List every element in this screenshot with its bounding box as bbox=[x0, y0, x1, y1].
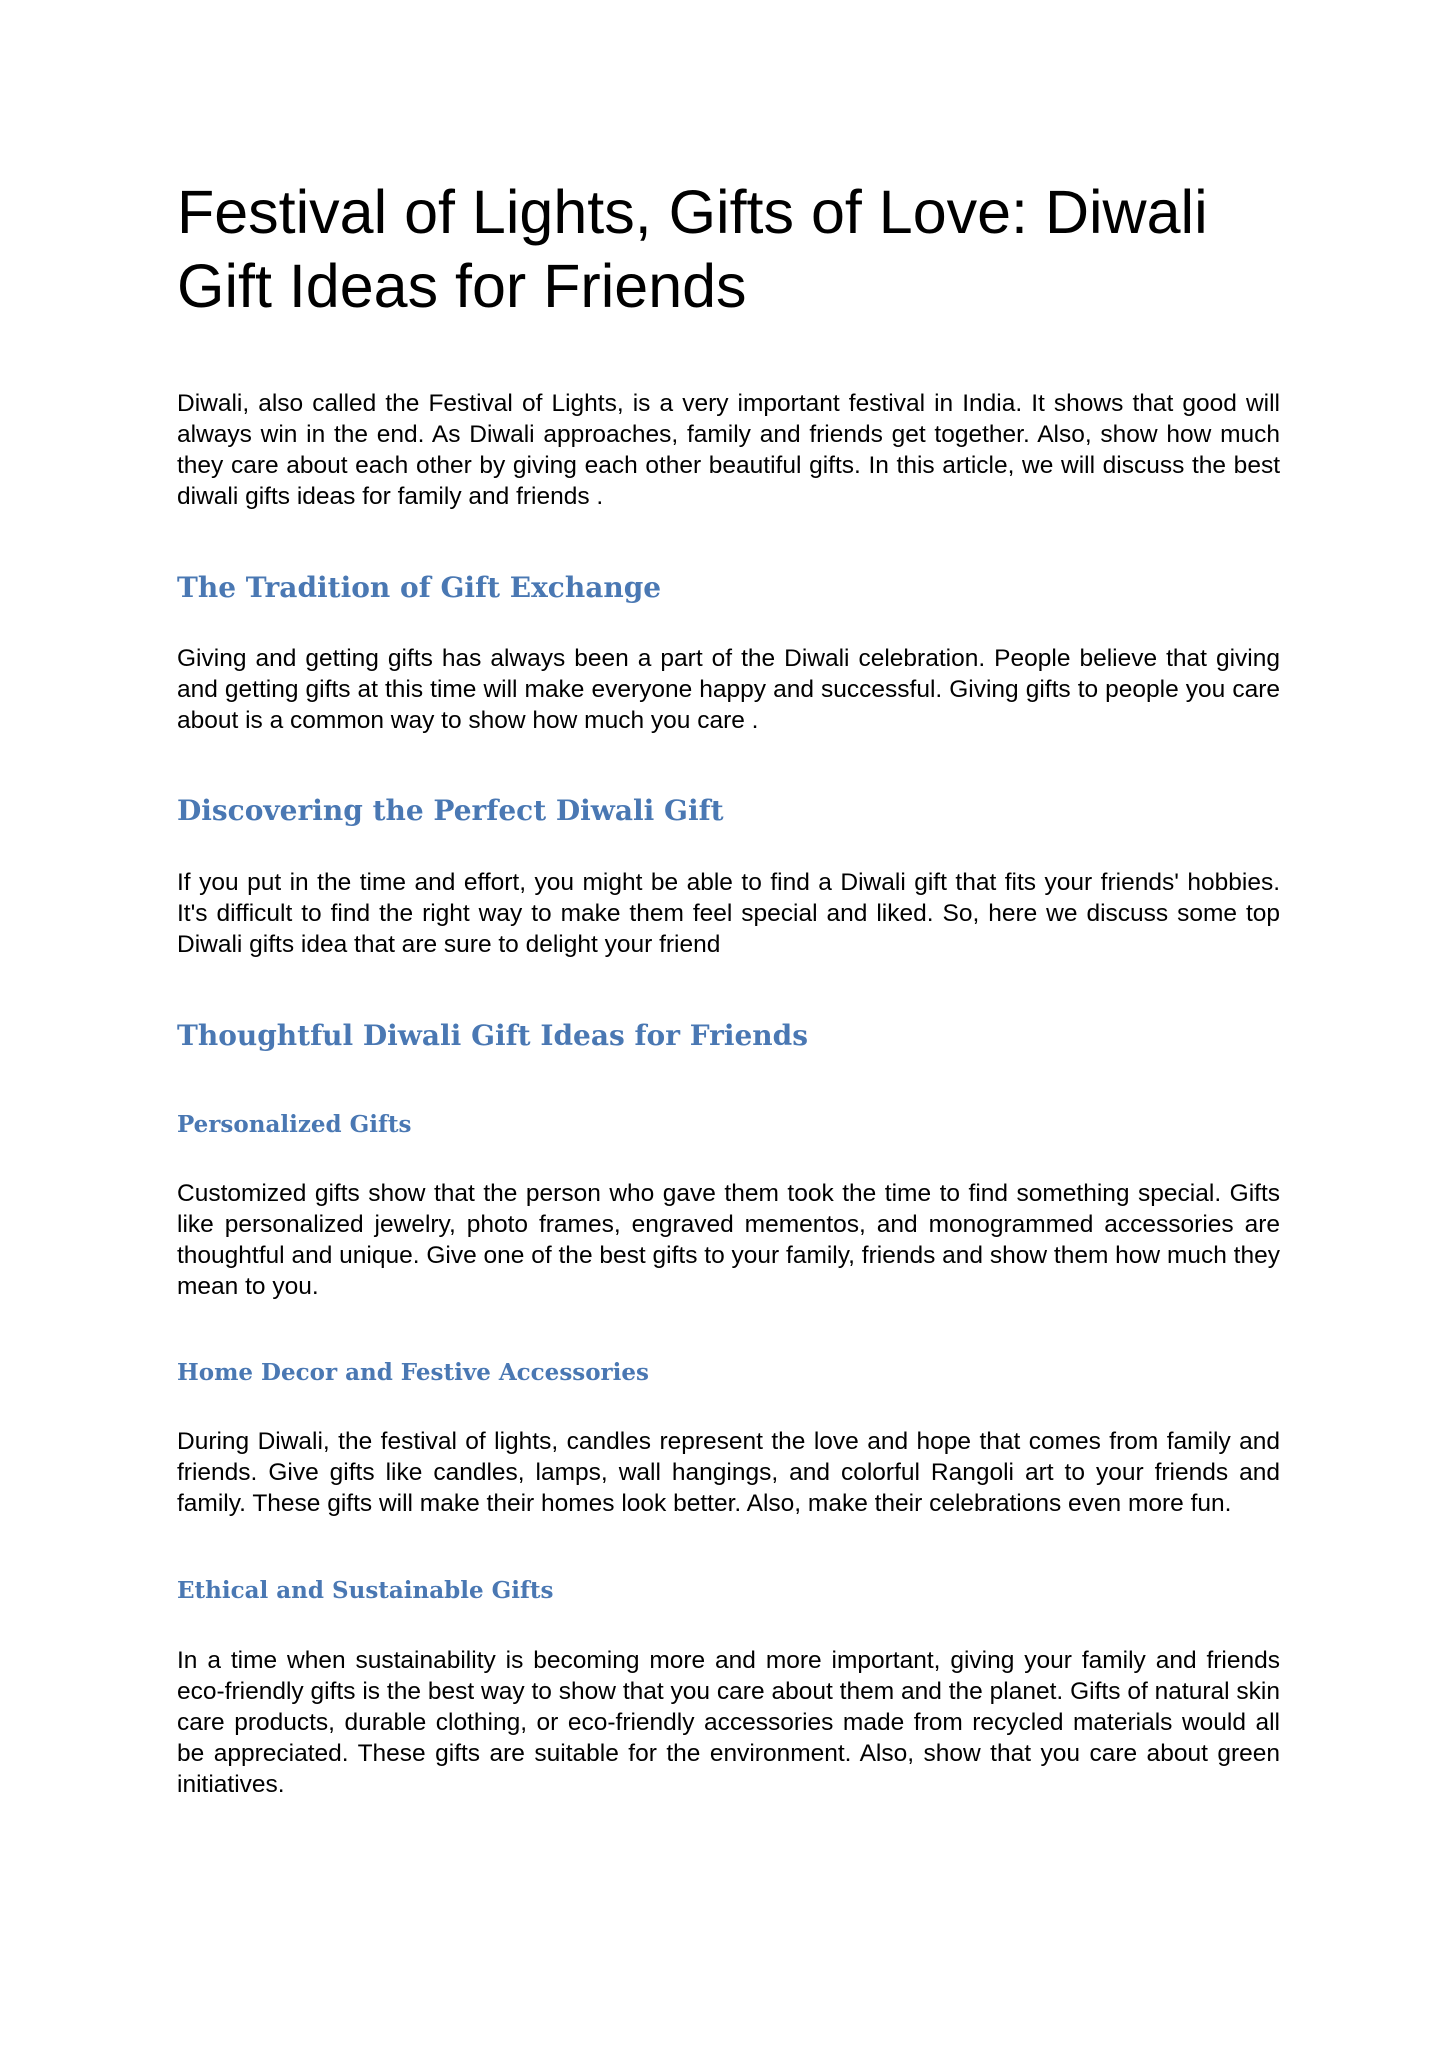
subheading-personalized: Personalized Gifts bbox=[177, 1111, 412, 1138]
subheading-home-decor: Home Decor and Festive Accessories bbox=[177, 1359, 649, 1386]
document-title: Festival of Lights, Gifts of Love: Diwali Gift Ideas for Friends bbox=[177, 178, 1208, 320]
subheading-ethical: Ethical and Sustainable Gifts bbox=[177, 1577, 554, 1604]
heading-discover: Discovering the Perfect Diwali Gift bbox=[177, 794, 724, 827]
paragraph-discover: If you put in the time and effort, you might be able to find a Diwali gift that fits your friends' hobbies. It's difficult to find the right way to make them feel special and liked. So, here we discuss some top Diwali gifts idea that are sure to delight your friend bbox=[177, 869, 1280, 958]
paragraph-ethical: In a time when sustainability is becoming more and more important, giving your family and friends eco-friendly gifts is the best way to show that you care about them and the planet. Gifts of natural skin care products, durable clothing, or eco-friendly accessories made from recycled materials would all be appreciated. These gifts are suitable for the environment. Also, show that you care about green initiatives. bbox=[177, 1647, 1280, 1798]
paragraph-personalized: Customized gifts show that the person who gave them took the time to find something special. Gifts like personalized jewelry, photo frames, engraved mementos, and monogrammed accessories are thoughtful and unique. Give one of the best gifts to your family, friends and show them how much they mean to you. bbox=[177, 1180, 1280, 1300]
heading-thoughtful-ideas: Thoughtful Diwali Gift Ideas for Friends bbox=[177, 1019, 808, 1052]
paragraph-tradition: Giving and getting gifts has always been a part of the Diwali celebration. People believe that giving and getting gifts at this time will make everyone happy and successful. Giving gifts to people you care about is a common way to show how much you care . bbox=[177, 645, 1280, 734]
heading-tradition: The Tradition of Gift Exchange bbox=[177, 571, 662, 604]
intro-paragraph: Diwali, also called the Festival of Lights, is a very important festival in India. It shows that good will always win in the end. As Diwali approaches, family and friends get together. Also, show how much they care about each other by giving each other beautiful gifts. In this article, we will discuss the best diwali gifts ideas for family and friends . bbox=[177, 390, 1280, 510]
paragraph-home-decor: During Diwali, the festival of lights, candles represent the love and hope that comes from family and friends. Give gifts like candles, lamps, wall hangings, and colorful Rangoli art to your friends and family. These gifts will make their homes look better. Also, make their celebrations even more fun. bbox=[177, 1428, 1280, 1517]
document-page bbox=[177, 175, 1280, 1800]
